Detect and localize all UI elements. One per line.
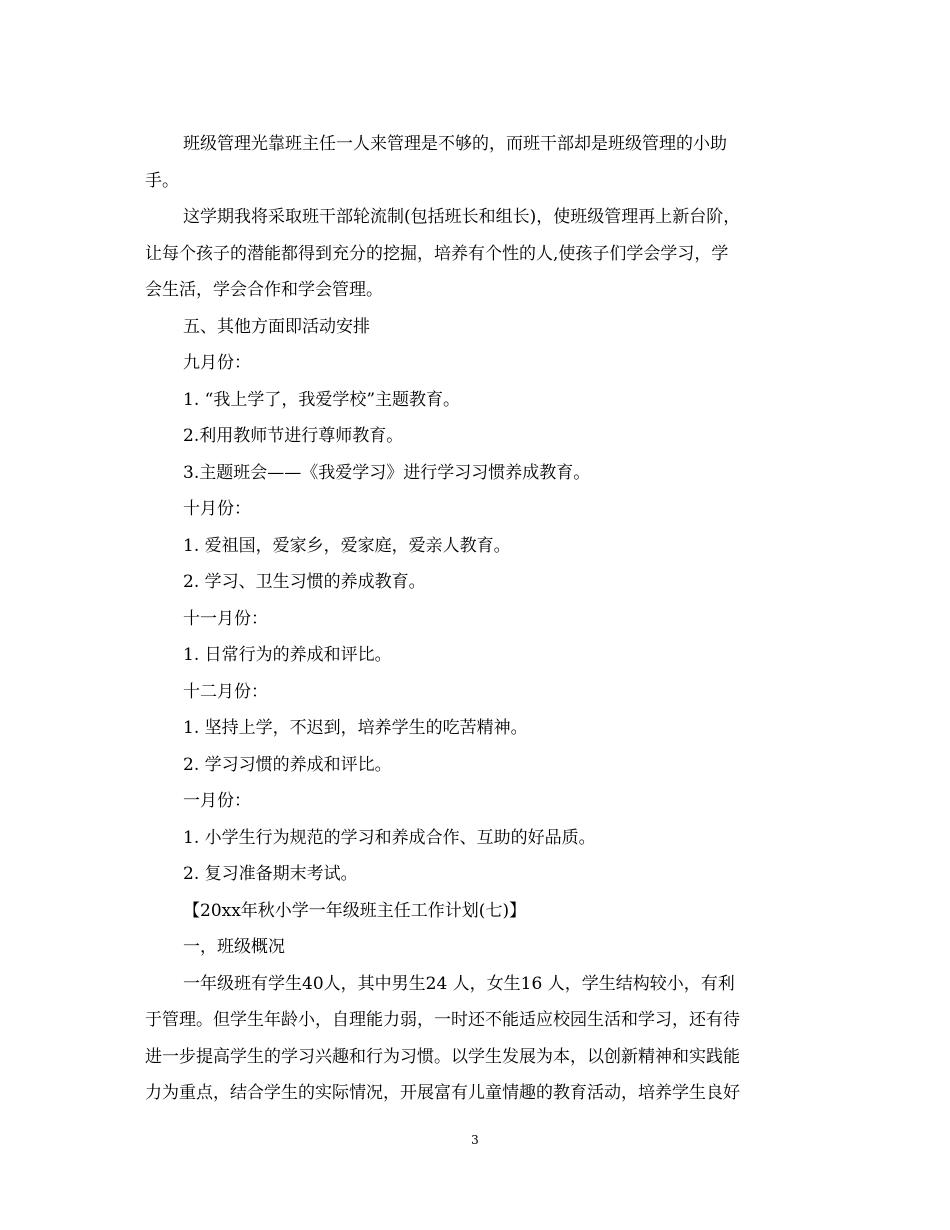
text-line: 【20xx年秋小学一年级班主任工作计划(七)】 <box>183 900 527 921</box>
text-line: 十一月份： <box>183 608 268 629</box>
text-line: 进一步提高学生的学习兴趣和行为习惯。以学生发展为本，以创新精神和实践能 <box>145 1046 740 1067</box>
text-line: 十月份： <box>183 499 251 519</box>
text-line: 五、其他方面即活动安排 <box>183 316 370 337</box>
text-line: 一，班级概况 <box>183 937 285 957</box>
text-line: 这学期我将采取班干部轮流制(包括班长和组长)，使班级管理再上新台阶， <box>183 207 741 227</box>
text-line: 一年级班有学生40人，其中男生24 人，女生16 人，学生结构较小，有利 <box>183 973 735 994</box>
text-line: 力为重点，结合学生的实际情况，开展富有儿童情趣的教育活动，培养学生良好 <box>145 1083 740 1103</box>
text-line: 手。 <box>145 170 179 191</box>
page-number: 3 <box>471 1133 479 1147</box>
text-line: 2. 学习习惯的养成和评比。 <box>183 754 392 775</box>
text-line: 十二月份： <box>183 681 268 702</box>
text-line: 2. 学习、卫生习惯的养成教育。 <box>183 572 426 592</box>
document-body <box>145 126 805 1112</box>
text-line: 1. 坚持上学，不迟到，培养学生的吃苦精神。 <box>183 718 528 738</box>
text-line: 1. “我上学了，我爱学校”主题教育。 <box>183 389 461 410</box>
text-line: 3.主题班会——《我爱学习》进行学习习惯养成教育。 <box>183 462 591 483</box>
text-line: 让每个孩子的潜能都得到充分的挖掘，培养有个性的人,使孩子们学会学习，学 <box>145 243 729 264</box>
text-line: 2. 复习准备期末考试。 <box>183 864 358 884</box>
text-line: 1. 小学生行为规范的学习和养成合作、互助的好品质。 <box>183 827 596 848</box>
text-line: 2.利用教师节进行尊师教育。 <box>183 426 404 446</box>
text-line: 一月份： <box>183 791 251 811</box>
text-line: 九月份： <box>183 353 251 373</box>
text-line: 班级管理光靠班主任一人来管理是不够的，而班干部却是班级管理的小助 <box>183 134 727 154</box>
text-line: 会生活，学会合作和学会管理。 <box>145 280 383 300</box>
text-line: 于管理。但学生年龄小，自理能力弱，一时还不能适应校园生活和学习，还有待 <box>145 1010 740 1030</box>
text-line: 1. 日常行为的养成和评比。 <box>183 645 392 665</box>
text-line: 1. 爱祖国，爱家乡，爱家庭，爱亲人教育。 <box>183 535 511 556</box>
